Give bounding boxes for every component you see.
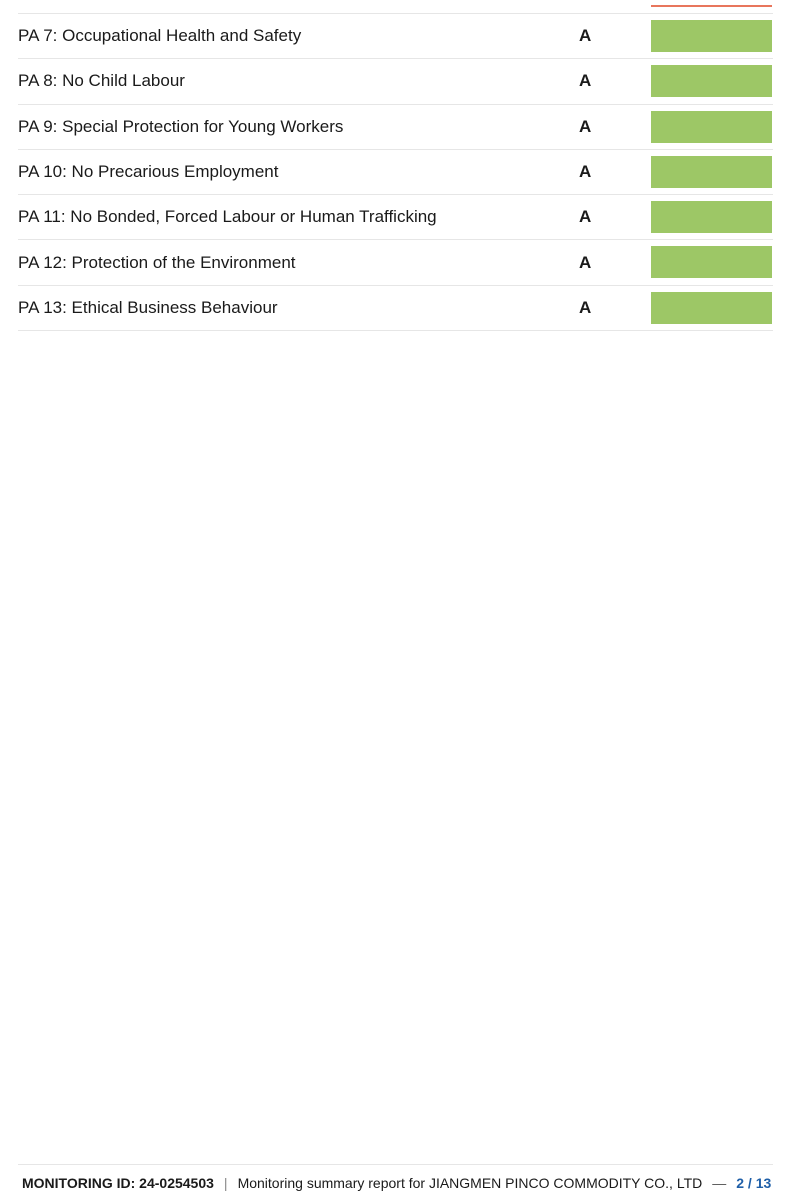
performance-area-label: PA 7: Occupational Health and Safety — [18, 26, 302, 46]
table-row — [18, 59, 773, 104]
rating-color-bar — [651, 65, 772, 97]
rating-color-bar — [651, 20, 772, 52]
report-title: Monitoring summary report for JIANGMEN PINCO COMMODITY CO., LTD — [237, 1175, 703, 1191]
rating-grade: A — [579, 26, 592, 46]
rating-grade: A — [579, 252, 592, 272]
rating-grade: A — [579, 71, 592, 91]
performance-area-label: PA 9: Special Protection for Young Workers — [18, 116, 344, 136]
rating-color-bar — [651, 111, 772, 143]
rating-color-bar — [651, 201, 772, 233]
rating-color-bar — [651, 156, 772, 188]
table-row — [18, 195, 773, 240]
table-row — [18, 150, 773, 195]
monitoring-id: MONITORING ID: 24-0254503 — [22, 1175, 214, 1191]
rating-color-bar — [651, 292, 772, 324]
rating-grade: A — [579, 116, 592, 136]
table-row — [18, 240, 773, 285]
table-row — [18, 14, 773, 59]
performance-area-label: PA 8: No Child Labour — [18, 71, 185, 91]
page-number: 2 / 13 — [736, 1175, 772, 1191]
previous-row-rating-bar — [651, 5, 772, 7]
footer-dash: — — [712, 1175, 727, 1191]
performance-area-table — [18, 14, 773, 331]
performance-area-label: PA 10: No Precarious Employment — [18, 162, 279, 182]
performance-area-label: PA 11: No Bonded, Forced Labour or Human Trafficking — [18, 207, 437, 227]
footer-separator: | — [223, 1175, 228, 1191]
rating-grade: A — [579, 207, 592, 227]
table-row — [18, 105, 773, 150]
rating-color-bar — [651, 246, 772, 278]
performance-area-label: PA 13: Ethical Business Behaviour — [18, 297, 278, 317]
page-footer — [22, 1173, 774, 1193]
rating-grade: A — [579, 162, 592, 182]
performance-area-label: PA 12: Protection of the Environment — [18, 252, 296, 272]
rating-grade: A — [579, 297, 592, 317]
table-row — [18, 286, 773, 331]
footer-divider — [18, 1164, 773, 1165]
